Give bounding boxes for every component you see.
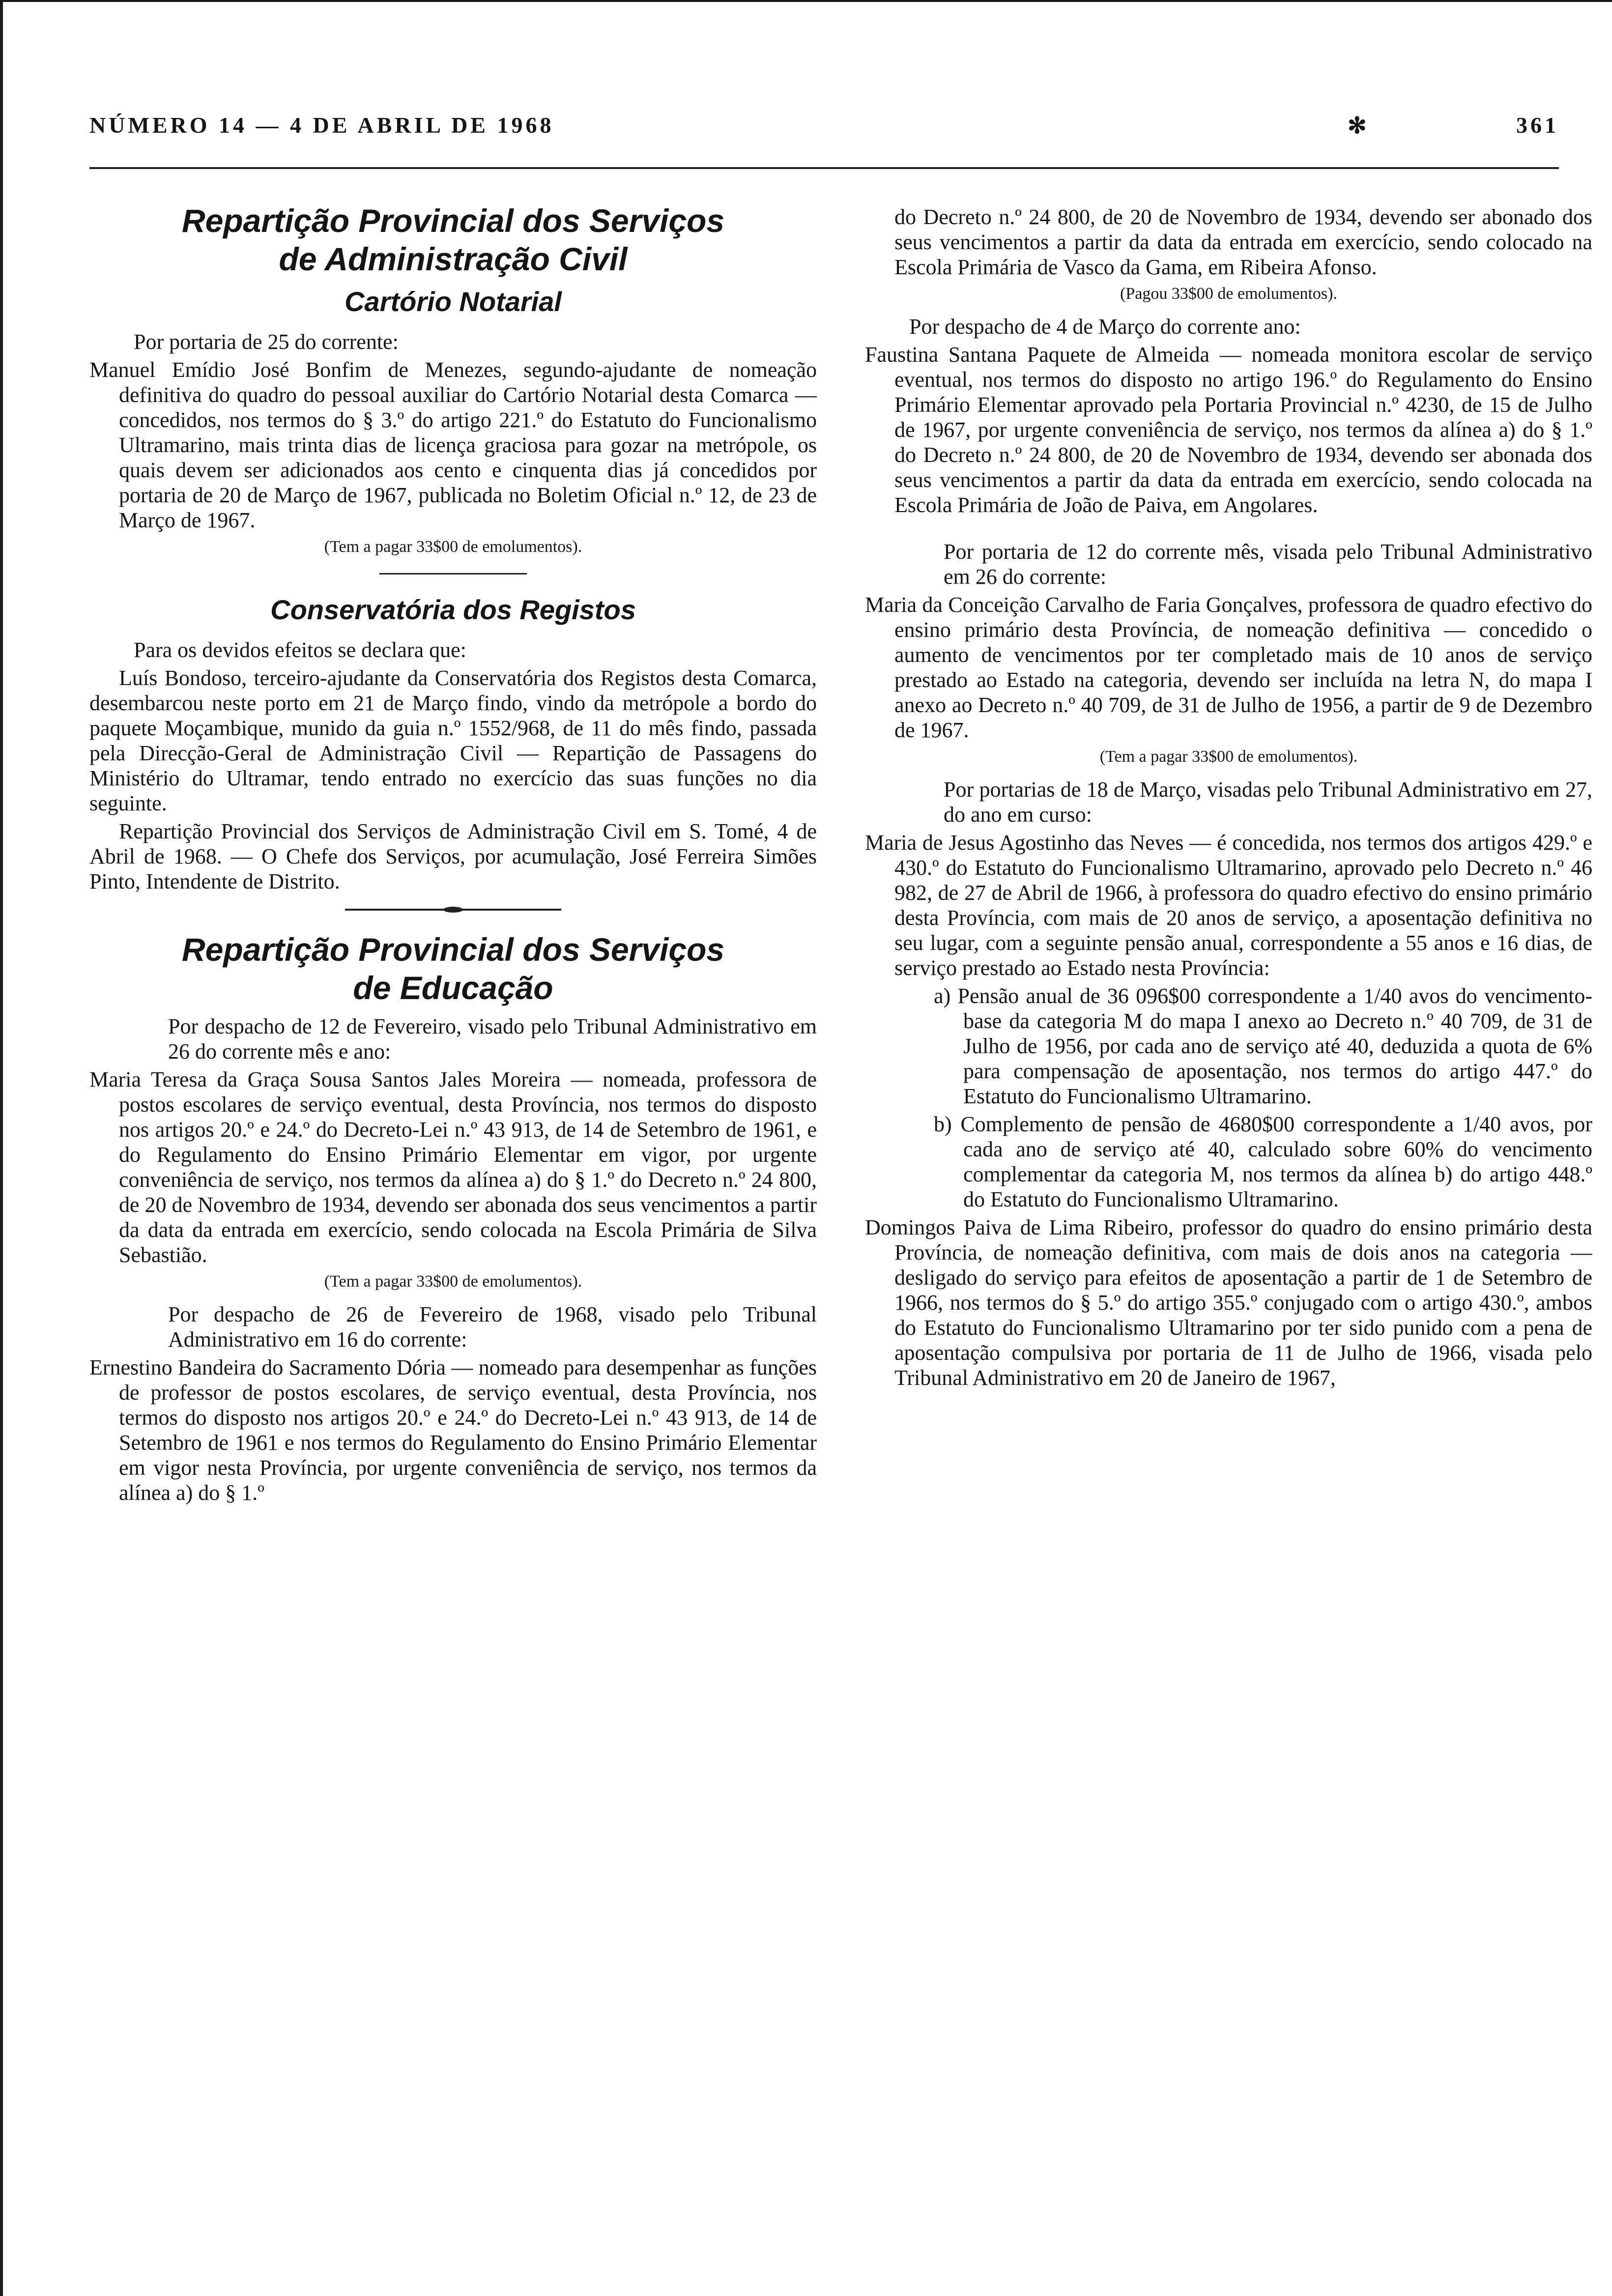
dispatch-intro: Por despacho de 26 de Fevereiro de 1968, visado pelo Tribunal Administrativo em 16 do corrente: <box>168 1302 817 1351</box>
page-number: 361 <box>1516 113 1559 138</box>
notice-paragraph: Luís Bondoso, terceiro-ajudante da Conservatória dos Registos desta Comarca, desembarcou neste porto em 21 de Março findo, vindo da metrópole a bordo do paquete Moçambique, munido da guia n.º 1552/968, de 11 do mês findo, passada pela Direcção-Geral de Administração Civil — Repartição de Passagens do Ministério do Ultramar, tendo entrado no exercício das suas funções no dia seguinte. <box>89 666 817 815</box>
issue-date: NÚMERO 14 — 4 DE ABRIL DE 1968 <box>89 113 554 138</box>
section-title: Repartição Provincial dos Serviços <box>181 931 725 968</box>
signature-paragraph: Repartição Provincial dos Serviços de Administração Civil em S. Tomé, 4 de Abril de 1968. — O Chefe dos Serviços, por acumulação, José Ferreira Simões Pinto, Intendente de Distrito. <box>89 819 817 893</box>
subsection-title: Conservatória dos Registos <box>270 594 636 625</box>
section-title: Repartição Provincial dos Serviços <box>181 202 725 239</box>
notice-entry: Manuel Emídio José Bonfim de Menezes, segundo-ajudante de nomeação definitiva do quadro do pessoal auxiliar do Cartório Notarial desta Comarca — concedidos, nos termos do § 3.º do artigo 221.º do Estatuto do Funcionalismo Ultramarino, mais trinta dias de licença graciosa para gozar na metrópole, os quais devem ser adicionados aos cento e cinquenta dias já concedidos por portaria de 20 de Março de 1967, publicada no Boletim Oficial n.º 12, de 23 de Março de 1967. <box>89 358 817 532</box>
dispatch-intro: Por portaria de 25 do corrente: <box>134 330 399 354</box>
pension-item-b: b) Complemento de pensão de 4680$00 correspondente a 1/40 avos, por cada ano de serviço até 40, calculado sobre 60% do vencimento complementar da categoria M, nos termos da alínea b) do artigo 448.º do Estatuto do Funcionalismo Ultramarino. <box>934 1112 1592 1211</box>
subsection-title: Cartório Notarial <box>345 286 562 317</box>
continued-entry: do Decreto n.º 24 800, de 20 de Novembro de 1934, devendo ser abonado dos seus vencimentos a partir da data da entrada em exercício, sendo colocado na Escola Primária de Vasco da Gama, em Ribeira Afonso. <box>894 205 1592 279</box>
notice-entry: Maria da Conceição Carvalho de Faria Gonçalves, professora de quadro efectivo do ensino primário desta Província, de nomeação definitiva — concedido o aumento de vencimentos por ter completado mais de 10 anos de serviço prestado ao Estado na categoria, devendo ser incluída na letra N, do mapa I anexo ao Decreto n.º 40 709, de 31 de Julho de 1956, a partir de 9 de Dezembro de 1967. <box>865 593 1592 742</box>
section-title-line2: de Administração Civil <box>279 241 628 277</box>
notice-entry: Ernestino Bandeira do Sacramento Dória — nomeado para desempenhar as funções de professor de postos escolares, de serviço eventual, desta Província, nos termos do disposto nos artigos 20.º e 24.º do Decreto-Lei n.º 43 913, de 14 de Setembro de 1961 e nos termos do Regulamento do Ensino Primário Elementar em vigor nesta Província, por urgente conveniência de serviço, nos termos da alínea a) do § 1.º <box>89 1355 817 1505</box>
fee-note: (Pagou 33$00 de emolumentos). <box>1120 285 1337 303</box>
notice-entry: Domingos Paiva de Lima Ribeiro, professor do quadro do ensino primário desta Província, de nomeação definitiva, com mais de dois anos na categoria — desligado do serviço para efeitos de aposentação a partir de 1 de Setembro de 1966, nos termos do § 5.º do artigo 355.º conjugado com o artigo 430.º, ambos do Estatuto do Funcionalismo Ultramarino por ter sido punido com a pena de aposentação compulsiva por portaria de 11 de Julho de 1966, visada pelo Tribunal Administrativo em 20 de Janeiro de 1967, <box>865 1215 1592 1390</box>
pension-item-a: a) Pensão anual de 36 096$00 correspondente a 1/40 avos do vencimento-base da categoria M do mapa I anexo ao Decreto n.º 40 709, de 31 de Julho de 1956, por cada ano de serviço até 40, deduzida a quota de 6% para compensação de aposentação, nos termos do artigo 447.º do Estatuto do Funcionalismo Ultramarino. <box>934 984 1592 1108</box>
notice-entry: Maria Teresa da Graça Sousa Santos Jales Moreira — nomeada, professora de postos escolares de serviço eventual, desta Província, nos termos do disposto nos artigos 20.º e 24.º do Decreto-Lei n.º 43 913, de 14 de Setembro de 1961, e do Regulamento do Ensino Primário Elementar em vigor, por urgente conveniência de serviço, nos termos da alínea a) do § 1.º do Decreto n.º 24 800, de 20 de Novembro de 1934, devendo ser abonada dos seus vencimentos a partir da data da entrada em exercício, sendo colocada na Escola Primária de Silva Sebastião. <box>89 1067 817 1267</box>
right-column <box>865 201 1592 2266</box>
fee-note: (Tem a pagar 33$00 de emolumentos). <box>324 1272 582 1291</box>
dispatch-intro: Por despacho de 12 de Fevereiro, visado pelo Tribunal Administrativo em 26 do corrente mês e ano: <box>168 1014 817 1063</box>
left-column <box>89 201 817 2266</box>
section-title-line2: de Educação <box>353 970 553 1006</box>
dispatch-intro: Por portarias de 18 de Março, visadas pelo Tribunal Administrativo em 27, do ano em curso: <box>944 777 1592 827</box>
page-header <box>89 112 1559 146</box>
header-divider <box>89 167 1559 169</box>
scan-edge-top <box>0 0 1612 2</box>
ornament-icon: ✻ <box>1348 113 1370 138</box>
spacer <box>865 520 1592 532</box>
dispatch-intro: Para os devidos efeitos se declara que: <box>134 638 466 662</box>
notice-entry: Faustina Santana Paquete de Almeida — nomeada monitora escolar de serviço eventual, nos termos do disposto no artigo 196.º do Regulamento do Ensino Primário Elementar aprovado pela Portaria Provincial n.º 4230, de 15 de Julho de 1967, por urgente conveniência de serviço, nos termos da alínea a) do § 1.º do Decreto n.º 24 800, de 20 de Novembro de 1934, devendo ser abonada dos seus vencimentos a partir da data da entrada em exercício, sendo colocada na Escola Primária de João de Paiva, em Angolares. <box>865 343 1592 517</box>
scan-edge-left <box>0 0 3 2296</box>
notice-entry: Maria de Jesus Agostinho das Neves — é concedida, nos termos dos artigos 429.º e 430.º do Estatuto do Funcionalismo Ultramarino, aprovado pelo Decreto n.º 46 982, de 27 de Abril de 1966, à professora do quadro efectivo do ensino primário desta Província, com mais de 20 anos de serviço, a aposentação definitiva no seu lugar, com a seguinte pensão anual, correspondente a 55 anos e 16 dias, de serviço prestado ao Estado nesta Província: <box>865 831 1592 980</box>
section-divider <box>379 573 527 574</box>
fee-note: (Tem a pagar 33$00 de emolumentos). <box>1099 747 1358 766</box>
dispatch-intro: Por portaria de 12 do corrente mês, visada pelo Tribunal Administrativo em 26 do corrente: <box>944 540 1592 589</box>
section-divider <box>345 909 561 911</box>
dispatch-intro: Por despacho de 4 de Março do corrente ano: <box>909 315 1301 339</box>
fee-note: (Tem a pagar 33$00 de emolumentos). <box>324 538 582 556</box>
